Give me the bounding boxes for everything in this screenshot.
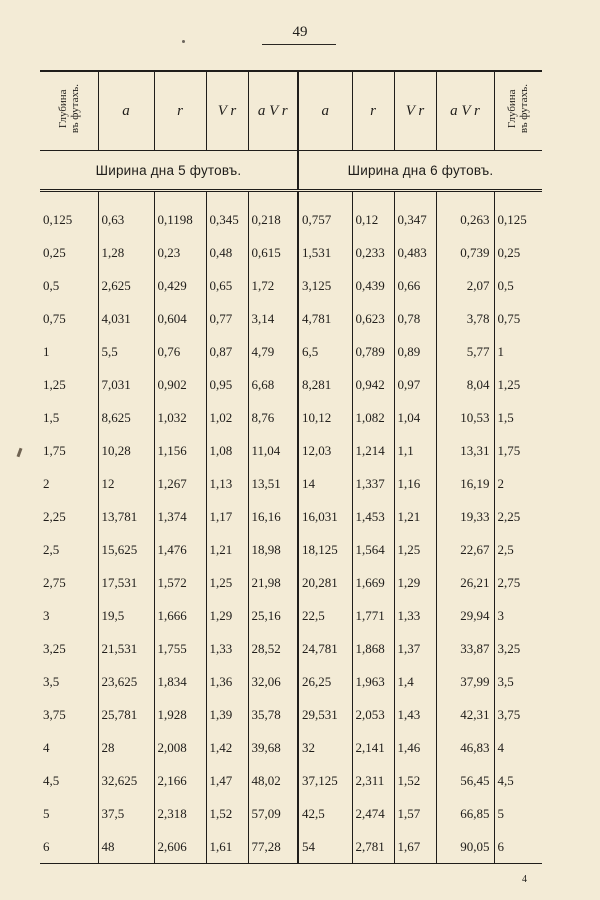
cell-depth-right: 0,25 [494, 236, 542, 269]
cell-a-right: 24,781 [298, 632, 352, 665]
cell-a-sqrt-r-right: 2,07 [436, 269, 494, 302]
cell-sqrt-r-left: 0,48 [206, 236, 248, 269]
cell-r-right: 0,439 [352, 269, 394, 302]
cell-sqrt-r-left: 1,42 [206, 731, 248, 764]
cell-sqrt-r-left: 1,52 [206, 797, 248, 830]
cell-r-left: 0,23 [154, 236, 206, 269]
cell-sqrt-r-right: 1,43 [394, 698, 436, 731]
header-r-right: r [352, 71, 394, 151]
cell-r-left: 1,572 [154, 566, 206, 599]
cell-a-left: 4,031 [98, 302, 154, 335]
header-row [40, 71, 542, 151]
cell-a-right: 0,757 [298, 203, 352, 236]
cell-r-left: 0,604 [154, 302, 206, 335]
cell-sqrt-r-right: 1,37 [394, 632, 436, 665]
cell-r-right: 1,771 [352, 599, 394, 632]
cell-a-sqrt-r-right: 5,77 [436, 335, 494, 368]
cell-depth: 4 [43, 739, 50, 755]
cell-a-right: 8,281 [298, 368, 352, 401]
cell-sqrt-r-right: 1,16 [394, 467, 436, 500]
cell-r-left: 0,76 [154, 335, 206, 368]
cell-a-sqrt-r-right: 19,33 [436, 500, 494, 533]
page-number-rule [262, 44, 336, 45]
cell-sqrt-r-right: 1,46 [394, 731, 436, 764]
cell-a-sqrt-r-right: 46,83 [436, 731, 494, 764]
cell-a-sqrt-r-right: 29,94 [436, 599, 494, 632]
header-sqrt-r-right: V r [394, 71, 436, 151]
cell-depth: 6 [40, 830, 98, 864]
cell-a-left: 28 [98, 731, 154, 764]
cell-sqrt-r-right: 0,347 [394, 203, 436, 236]
cell-a-left: 25,781 [98, 698, 154, 731]
cell-depth: 4,5 [43, 772, 60, 788]
cell-r-left: 1,267 [154, 467, 206, 500]
table-row [40, 797, 542, 830]
cell-sqrt-r-right: 0,89 [394, 335, 436, 368]
cell-r-right: 1,669 [352, 566, 394, 599]
cell-a-sqrt-r-right: 37,99 [436, 665, 494, 698]
cell-depth-right: 1,5 [494, 401, 542, 434]
cell-depth-right: 1,25 [494, 368, 542, 401]
cell-depth: 0,75 [43, 310, 66, 326]
cell-r-left: 1,834 [154, 665, 206, 698]
cell-a-right: 22,5 [298, 599, 352, 632]
cell-depth: 2 [43, 475, 50, 491]
cell-sqrt-r-left: 1,17 [206, 500, 248, 533]
cell-r-right: 1,453 [352, 500, 394, 533]
cell-depth-right: 3,25 [494, 632, 542, 665]
cell-a-sqrt-r-left: 4,79 [248, 335, 298, 368]
cell-sqrt-r-left: 0,95 [206, 368, 248, 401]
cell-r-right: 1,337 [352, 467, 394, 500]
cell-sqrt-r-right: 0,97 [394, 368, 436, 401]
cell-depth: 2,75 [43, 574, 66, 590]
section-left-title: Ширина дна 5 футовъ. [40, 151, 298, 191]
cell-r-left: 1,156 [154, 434, 206, 467]
header-sqrt-r-left: V r [206, 71, 248, 151]
cell-a-right: 54 [298, 830, 352, 864]
cell-r-left: 1,755 [154, 632, 206, 665]
spacer-row [40, 191, 542, 204]
table-row [40, 632, 542, 665]
cell-r-right: 2,053 [352, 698, 394, 731]
cell-depth-right: 2,5 [494, 533, 542, 566]
cell-a-right: 6,5 [298, 335, 352, 368]
cell-sqrt-r-right: 1,29 [394, 566, 436, 599]
cell-depth-right: 0,75 [494, 302, 542, 335]
cell-a-sqrt-r-left: 8,76 [248, 401, 298, 434]
cell-a-left: 10,28 [98, 434, 154, 467]
cell-r-right: 1,214 [352, 434, 394, 467]
cell-r-right: 1,963 [352, 665, 394, 698]
table-row [40, 203, 542, 236]
cell-sqrt-r-left: 1,33 [206, 632, 248, 665]
depth-header-right-line1: Глубина [506, 89, 519, 128]
cell-a-right: 16,031 [298, 500, 352, 533]
cell-a-left: 8,625 [98, 401, 154, 434]
cell-r-left: 2,606 [154, 830, 206, 864]
cell-r-right: 0,233 [352, 236, 394, 269]
cell-depth-right: 3,75 [494, 698, 542, 731]
ink-dot [182, 40, 185, 43]
cell-sqrt-r-right: 1,21 [394, 500, 436, 533]
hydraulic-table [40, 70, 542, 864]
cell-r-left: 1,476 [154, 533, 206, 566]
cell-r-left: 1,666 [154, 599, 206, 632]
cell-depth-right: 2 [494, 467, 542, 500]
cell-a-left: 5,5 [98, 335, 154, 368]
cell-a-sqrt-r-left: 21,98 [248, 566, 298, 599]
cell-a-sqrt-r-left: 0,615 [248, 236, 298, 269]
table-row [40, 500, 542, 533]
depth-header-line1: Глубина [56, 89, 69, 128]
cell-r-right: 0,12 [352, 203, 394, 236]
cell-r-right: 1,564 [352, 533, 394, 566]
table-row [40, 335, 542, 368]
cell-a-left: 19,5 [98, 599, 154, 632]
cell-r-left: 2,008 [154, 731, 206, 764]
cell-a-sqrt-r-right: 66,85 [436, 797, 494, 830]
cell-r-left: 0,1198 [154, 203, 206, 236]
cell-a-left: 21,531 [98, 632, 154, 665]
cell-a-sqrt-r-right: 0,739 [436, 236, 494, 269]
cell-a-sqrt-r-left: 32,06 [248, 665, 298, 698]
header-a-sqrt-r-left: a V r [248, 71, 298, 151]
cell-a-left: 0,63 [98, 203, 154, 236]
cell-a-right: 32 [298, 731, 352, 764]
cell-a-sqrt-r-left: 6,68 [248, 368, 298, 401]
cell-sqrt-r-left: 1,39 [206, 698, 248, 731]
cell-a-sqrt-r-left: 39,68 [248, 731, 298, 764]
cell-a-sqrt-r-right: 26,21 [436, 566, 494, 599]
table-row [40, 368, 542, 401]
cell-r-right: 0,623 [352, 302, 394, 335]
cell-a-right: 42,5 [298, 797, 352, 830]
depth-header-right [494, 71, 542, 151]
cell-sqrt-r-left: 1,47 [206, 764, 248, 797]
cell-sqrt-r-left: 1,29 [206, 599, 248, 632]
cell-a-sqrt-r-left: 18,98 [248, 533, 298, 566]
cell-r-right: 1,868 [352, 632, 394, 665]
cell-depth-right: 0,125 [494, 203, 542, 236]
cell-a-sqrt-r-right: 13,31 [436, 434, 494, 467]
cell-a-sqrt-r-left: 35,78 [248, 698, 298, 731]
cell-a-right: 10,12 [298, 401, 352, 434]
cell-r-right: 2,781 [352, 830, 394, 864]
table-row [40, 302, 542, 335]
section-row [40, 151, 542, 191]
depth-header-line2: въ футахъ. [68, 83, 81, 134]
cell-a-sqrt-r-left: 11,04 [248, 434, 298, 467]
cell-r-right: 0,942 [352, 368, 394, 401]
section-right-title: Ширина дна 6 футовъ. [298, 151, 542, 191]
cell-depth: 1,75 [43, 442, 66, 458]
cell-depth: 0,125 [43, 211, 73, 227]
header-a-right: a [298, 71, 352, 151]
cell-sqrt-r-left: 1,13 [206, 467, 248, 500]
table-row [40, 764, 542, 797]
header-a-sqrt-r-right: a V r [436, 71, 494, 151]
cell-a-sqrt-r-right: 3,78 [436, 302, 494, 335]
cell-sqrt-r-right: 1,57 [394, 797, 436, 830]
cell-depth: 3,75 [43, 706, 66, 722]
cell-sqrt-r-right: 1,67 [394, 830, 436, 864]
cell-sqrt-r-right: 0,483 [394, 236, 436, 269]
cell-sqrt-r-right: 0,78 [394, 302, 436, 335]
cell-depth-right: 1,75 [494, 434, 542, 467]
cell-depth-right: 4 [494, 731, 542, 764]
cell-r-right: 1,082 [352, 401, 394, 434]
table-body [40, 151, 542, 864]
cell-sqrt-r-left: 1,36 [206, 665, 248, 698]
cell-a-left: 17,531 [98, 566, 154, 599]
cell-r-right: 0,789 [352, 335, 394, 368]
cell-a-sqrt-r-left: 0,218 [248, 203, 298, 236]
cell-depth-right: 2,25 [494, 500, 542, 533]
cell-a-sqrt-r-right: 0,263 [436, 203, 494, 236]
cell-a-left: 12 [98, 467, 154, 500]
table-row [40, 236, 542, 269]
cell-a-sqrt-r-left: 3,14 [248, 302, 298, 335]
cell-r-left: 1,928 [154, 698, 206, 731]
cell-sqrt-r-right: 1,25 [394, 533, 436, 566]
cell-a-sqrt-r-left: 28,52 [248, 632, 298, 665]
paper-speck [17, 448, 23, 457]
cell-sqrt-r-left: 1,02 [206, 401, 248, 434]
signature-mark: 4 [522, 874, 527, 885]
table-row [40, 665, 542, 698]
cell-depth: 3 [43, 607, 50, 623]
cell-r-right: 2,311 [352, 764, 394, 797]
cell-sqrt-r-left: 0,345 [206, 203, 248, 236]
table-row [40, 698, 542, 731]
cell-a-right: 3,125 [298, 269, 352, 302]
cell-sqrt-r-right: 1,33 [394, 599, 436, 632]
cell-depth: 0,5 [43, 277, 60, 293]
cell-a-left: 48 [98, 830, 154, 864]
cell-a-sqrt-r-right: 56,45 [436, 764, 494, 797]
cell-depth-right: 6 [494, 830, 542, 864]
cell-a-right: 20,281 [298, 566, 352, 599]
cell-depth: 5 [43, 805, 50, 821]
cell-a-sqrt-r-right: 42,31 [436, 698, 494, 731]
cell-r-left: 2,166 [154, 764, 206, 797]
cell-depth: 2,5 [43, 541, 60, 557]
cell-a-sqrt-r-left: 77,28 [248, 830, 298, 864]
cell-a-sqrt-r-right: 16,19 [436, 467, 494, 500]
cell-depth-right: 5 [494, 797, 542, 830]
table-row [40, 401, 542, 434]
cell-a-right: 29,531 [298, 698, 352, 731]
cell-a-sqrt-r-right: 8,04 [436, 368, 494, 401]
cell-a-sqrt-r-right: 10,53 [436, 401, 494, 434]
depth-header-right-line2: въ футахъ. [518, 83, 531, 134]
cell-r-right: 2,474 [352, 797, 394, 830]
cell-r-left: 2,318 [154, 797, 206, 830]
cell-depth-right: 3 [494, 599, 542, 632]
table-row [40, 566, 542, 599]
cell-a-sqrt-r-right: 90,05 [436, 830, 494, 864]
cell-a-left: 1,28 [98, 236, 154, 269]
cell-a-sqrt-r-right: 33,87 [436, 632, 494, 665]
cell-sqrt-r-left: 1,25 [206, 566, 248, 599]
cell-depth-right: 4,5 [494, 764, 542, 797]
cell-a-right: 12,03 [298, 434, 352, 467]
cell-a-sqrt-r-left: 57,09 [248, 797, 298, 830]
cell-depth: 2,25 [43, 508, 66, 524]
cell-a-right: 1,531 [298, 236, 352, 269]
cell-a-right: 18,125 [298, 533, 352, 566]
cell-depth: 3,25 [43, 640, 66, 656]
cell-a-left: 23,625 [98, 665, 154, 698]
cell-r-right: 2,141 [352, 731, 394, 764]
cell-r-left: 0,429 [154, 269, 206, 302]
cell-a-left: 32,625 [98, 764, 154, 797]
cell-depth: 0,25 [43, 244, 66, 260]
table-row [40, 467, 542, 500]
cell-a-left: 7,031 [98, 368, 154, 401]
table-row [40, 599, 542, 632]
table-row [40, 434, 542, 467]
cell-sqrt-r-left: 0,65 [206, 269, 248, 302]
cell-a-right: 26,25 [298, 665, 352, 698]
cell-sqrt-r-left: 0,87 [206, 335, 248, 368]
cell-a-left: 2,625 [98, 269, 154, 302]
cell-depth-right: 3,5 [494, 665, 542, 698]
cell-r-left: 0,902 [154, 368, 206, 401]
cell-a-left: 15,625 [98, 533, 154, 566]
depth-header [40, 71, 98, 151]
table-row [40, 731, 542, 764]
cell-sqrt-r-left: 1,08 [206, 434, 248, 467]
cell-depth: 1,25 [43, 376, 66, 392]
cell-sqrt-r-left: 0,77 [206, 302, 248, 335]
page-number: 49 [292, 24, 308, 40]
cell-a-sqrt-r-left: 48,02 [248, 764, 298, 797]
cell-depth-right: 0,5 [494, 269, 542, 302]
table-row [40, 830, 542, 864]
cell-a-sqrt-r-left: 16,16 [248, 500, 298, 533]
header-a-left: a [98, 71, 154, 151]
cell-r-left: 1,374 [154, 500, 206, 533]
cell-sqrt-r-right: 1,04 [394, 401, 436, 434]
cell-a-sqrt-r-left: 1,72 [248, 269, 298, 302]
cell-sqrt-r-right: 1,4 [394, 665, 436, 698]
cell-sqrt-r-right: 1,1 [394, 434, 436, 467]
cell-a-right: 37,125 [298, 764, 352, 797]
cell-a-right: 14 [298, 467, 352, 500]
cell-r-left: 1,032 [154, 401, 206, 434]
cell-depth-right: 2,75 [494, 566, 542, 599]
table-row [40, 269, 542, 302]
cell-sqrt-r-left: 1,61 [206, 830, 248, 864]
cell-sqrt-r-right: 1,52 [394, 764, 436, 797]
cell-depth-right: 1 [494, 335, 542, 368]
cell-a-left: 13,781 [98, 500, 154, 533]
table-row [40, 533, 542, 566]
header-r-left: r [154, 71, 206, 151]
cell-depth: 1 [43, 343, 50, 359]
cell-a-sqrt-r-left: 13,51 [248, 467, 298, 500]
cell-sqrt-r-left: 1,21 [206, 533, 248, 566]
cell-a-right: 4,781 [298, 302, 352, 335]
cell-a-sqrt-r-right: 22,67 [436, 533, 494, 566]
cell-a-sqrt-r-left: 25,16 [248, 599, 298, 632]
cell-sqrt-r-right: 0,66 [394, 269, 436, 302]
cell-depth: 1,5 [43, 409, 60, 425]
cell-depth: 3,5 [43, 673, 60, 689]
cell-a-left: 37,5 [98, 797, 154, 830]
